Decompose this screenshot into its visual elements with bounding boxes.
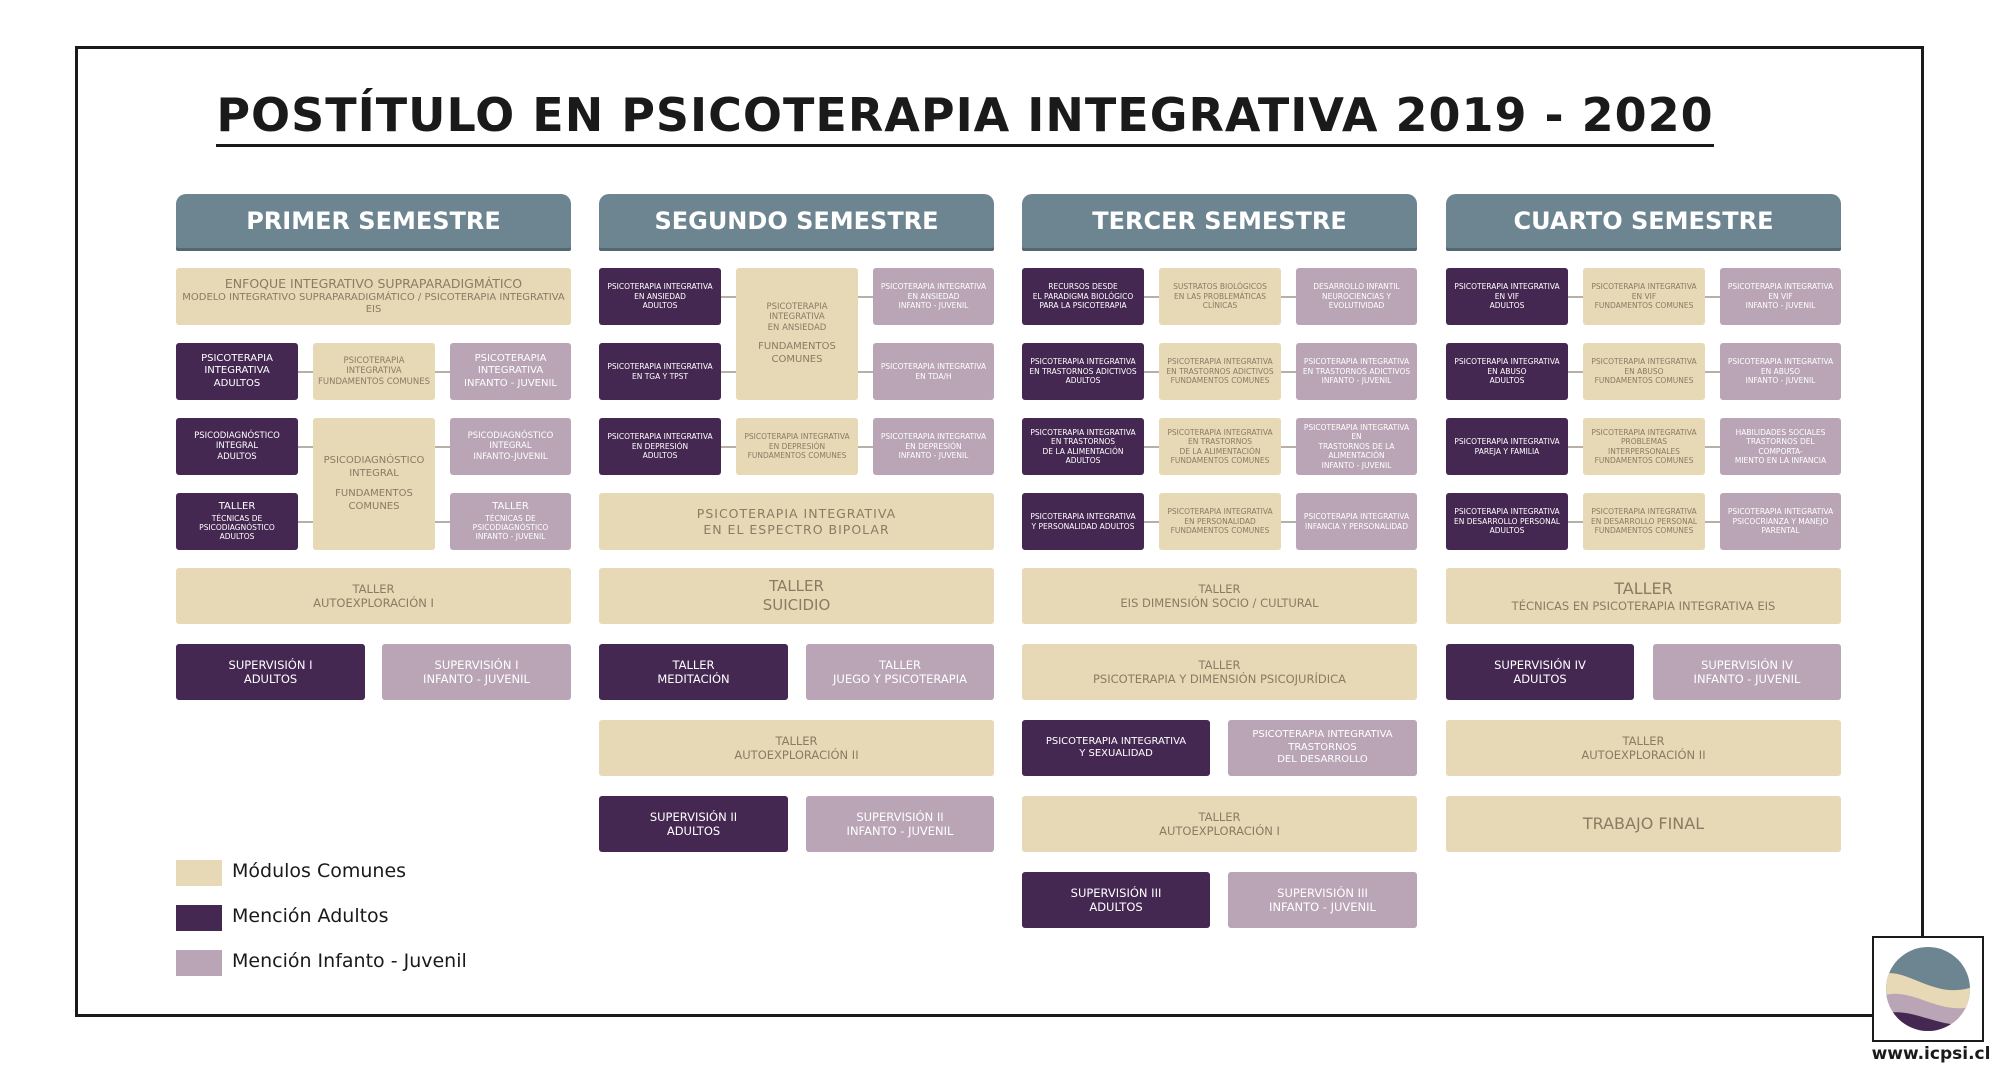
s4-vif-fundamentos: PSICOTERAPIA INTEGRATIVA EN VIF FUNDAMENTOS COMUNES [1583,268,1705,325]
s2-depresion-infanto: PSICOTERAPIA INTEGRATIVA EN DEPRESIÓN INFANTO - JUVENIL [873,418,994,475]
s4-desarrollo-personal-fundamentos: PSICOTERAPIA INTEGRATIVA EN DESARROLLO PERSONAL FUNDAMENTOS COMUNES [1583,493,1705,550]
s4-trabajo-final: TRABAJO FINAL [1446,796,1841,852]
s1-supervision-infanto: SUPERVISIÓN I INFANTO - JUVENIL [382,644,571,700]
s2-tga-tpst: PSICOTERAPIA INTEGRATIVA EN TGA Y TPST [599,343,721,400]
s1-psicodiagnostico-infanto: PSICODIAGNÓSTICO INTEGRAL INFANTO-JUVENIL [450,418,571,475]
s1-enfoque-integrativo: ENFOQUE INTEGRATIVO SUPRAPARADIGMÁTICO MODELO INTEGRATIVO SUPRAPARADIGMÁTICO / PSICOTERAPIA INTEGRATIVA EIS [176,268,571,325]
s3-adictivos-adultos: PSICOTERAPIA INTEGRATIVA EN TRASTORNOS ADICTIVOS ADULTOS [1022,343,1144,400]
s3-taller-psicojuridica: TALLER PSICOTERAPIA Y DIMENSIÓN PSICOJURÍDICA [1022,644,1417,700]
s4-taller-autoexploracion: TALLER AUTOEXPLORACIÓN II [1446,720,1841,776]
s3-alimentacion-adultos: PSICOTERAPIA INTEGRATIVA EN TRASTORNOS DE LA ALIMENTACIÓN ADULTOS [1022,418,1144,475]
s4-supervision-adultos: SUPERVISIÓN IV ADULTOS [1446,644,1634,700]
s1-psicoterapia-adultos: PSICOTERAPIA INTEGRATIVA ADULTOS [176,343,298,400]
s1-taller-autoexploracion: TALLER AUTOEXPLORACIÓN I [176,568,571,624]
s4-problemas-interpersonales: PSICOTERAPIA INTEGRATIVA PROBLEMAS INTERPERSONALES FUNDAMENTOS COMUNES [1583,418,1705,475]
s1-taller-tecnicas-infanto: TALLER TÉCNICAS DE PSICODIAGNÓSTICO INFANTO - JUVENIL [450,493,571,550]
s4-habilidades-sociales: HABILIDADES SOCIALES TRASTORNOS DEL COMPORTA- MIENTO EN LA INFANCIA [1720,418,1841,475]
legend-swatch-comunes [176,860,222,886]
s2-taller-juego: TALLER JUEGO Y PSICOTERAPIA [806,644,994,700]
header-tercer-semestre: TERCER SEMESTRE [1022,194,1417,248]
s1-taller-tecnicas-adultos: TALLER TÉCNICAS DE PSICODIAGNÓSTICO ADULTOS [176,493,298,550]
s4-abuso-adultos: PSICOTERAPIA INTEGRATIVA EN ABUSO ADULTOS [1446,343,1568,400]
s4-abuso-fundamentos: PSICOTERAPIA INTEGRATIVA EN ABUSO FUNDAMENTOS COMUNES [1583,343,1705,400]
s3-sustratos-biologicos: SUSTRATOS BIOLÓGICOS EN LAS PROBLEMÁTICAS CLÍNICAS [1159,268,1281,325]
s4-desarrollo-personal-adultos: PSICOTERAPIA INTEGRATIVA EN DESARROLLO PERSONAL ADULTOS [1446,493,1568,550]
s2-supervision-infanto: SUPERVISIÓN II INFANTO - JUVENIL [806,796,994,852]
header-segundo-semestre: SEGUNDO SEMESTRE [599,194,994,248]
s2-supervision-adultos: SUPERVISIÓN II ADULTOS [599,796,788,852]
s3-sexualidad: PSICOTERAPIA INTEGRATIVA Y SEXUALIDAD [1022,720,1210,776]
s3-alimentacion-fundamentos: PSICOTERAPIA INTEGRATIVA EN TRASTORNOS DE LA ALIMENTACIÓN FUNDAMENTOS COMUNES [1159,418,1281,475]
s3-recursos-biologico: RECURSOS DESDE EL PARADIGMA BIOLÓGICO PARA LA PSICOTERAPIA [1022,268,1144,325]
legend-label-infanto: Mención Infanto - Juvenil [232,950,467,972]
s2-depresion-adultos: PSICOTERAPIA INTEGRATIVA EN DEPRESIÓN ADULTOS [599,418,721,475]
s1-supervision-adultos: SUPERVISIÓN I ADULTOS [176,644,365,700]
s4-vif-infanto: PSICOTERAPIA INTEGRATIVA EN VIF INFANTO - JUVENIL [1720,268,1841,325]
s3-taller-eis-socio: TALLER EIS DIMENSIÓN SOCIO / CULTURAL [1022,568,1417,624]
s3-desarrollo-infantil: DESARROLLO INFANTIL NEUROCIENCIAS Y EVOLUTIVIDAD [1296,268,1417,325]
s2-ansiedad-adultos: PSICOTERAPIA INTEGRATIVA EN ANSIEDAD ADULTOS [599,268,721,325]
s4-abuso-infanto: PSICOTERAPIA INTEGRATIVA EN ABUSO INFANTO - JUVENIL [1720,343,1841,400]
s2-ansiedad-fundamentos: PSICOTERAPIA INTEGRATIVA EN ANSIEDAD FUNDAMENTOS COMUNES [736,268,858,400]
legend-swatch-adultos [176,905,222,931]
s2-tdah: PSICOTERAPIA INTEGRATIVA EN TDA/H [873,343,994,400]
legend-label-comunes: Módulos Comunes [232,860,407,882]
logo [1872,936,1984,1042]
s3-trastornos-desarrollo: PSICOTERAPIA INTEGRATIVA TRASTORNOS DEL DESARROLLO [1228,720,1417,776]
s4-supervision-infanto: SUPERVISIÓN IV INFANTO - JUVENIL [1653,644,1841,700]
s4-pareja-familia: PSICOTERAPIA INTEGRATIVA PAREJA Y FAMILIA [1446,418,1568,475]
s3-adictivos-fundamentos: PSICOTERAPIA INTEGRATIVA EN TRASTORNOS ADICTIVOS FUNDAMENTOS COMUNES [1159,343,1281,400]
s3-supervision-infanto: SUPERVISIÓN III INFANTO - JUVENIL [1228,872,1417,928]
s3-personalidad-infanto: PSICOTERAPIA INTEGRATIVA INFANCIA Y PERSONALIDAD [1296,493,1417,550]
page-title: POSTÍTULO EN PSICOTERAPIA INTEGRATIVA 2019 - 2020 [0,88,1930,142]
website-link[interactable]: www.icpsi.cl [1871,1044,1991,1064]
logo-emblem-icon [1874,938,1982,1040]
s2-taller-autoexploracion: TALLER AUTOEXPLORACIÓN II [599,720,994,776]
legend-swatch-infanto [176,950,222,976]
header-cuarto-semestre: CUARTO SEMESTRE [1446,194,1841,248]
s3-personalidad-adultos: PSICOTERAPIA INTEGRATIVA Y PERSONALIDAD ADULTOS [1022,493,1144,550]
s1-psicodiagnostico-adultos: PSICODIAGNÓSTICO INTEGRAL ADULTOS [176,418,298,475]
s2-taller-suicidio: TALLER SUICIDIO [599,568,994,624]
s4-taller-tecnicas-eis: TALLER TÉCNICAS EN PSICOTERAPIA INTEGRATIVA EIS [1446,568,1841,624]
s1-psicodiagnostico-fundamentos: PSICODIAGNÓSTICO INTEGRAL FUNDAMENTOS COMUNES [313,418,435,550]
s4-psicocrianza: PSICOTERAPIA INTEGRATIVA PSICOCRIANZA Y MANEJO PARENTAL [1720,493,1841,550]
s2-espectro-bipolar: PSICOTERAPIA INTEGRATIVA EN EL ESPECTRO BIPOLAR [599,493,994,550]
s3-supervision-adultos: SUPERVISIÓN III ADULTOS [1022,872,1210,928]
s3-alimentacion-infanto: PSICOTERAPIA INTEGRATIVA EN TRASTORNOS DE LA ALIMENTACIÓN INFANTO - JUVENIL [1296,418,1417,475]
legend-label-adultos: Mención Adultos [232,905,389,927]
s2-taller-meditacion: TALLER MEDITACIÓN [599,644,788,700]
s2-depresion-fundamentos: PSICOTERAPIA INTEGRATIVA EN DEPRESIÓN FUNDAMENTOS COMUNES [736,418,858,475]
s3-adictivos-infanto: PSICOTERAPIA INTEGRATIVA EN TRASTORNOS ADICTIVOS INFANTO - JUVENIL [1296,343,1417,400]
s2-ansiedad-infanto: PSICOTERAPIA INTEGRATIVA EN ANSIEDAD INFANTO - JUVENIL [873,268,994,325]
header-primer-semestre: PRIMER SEMESTRE [176,194,571,248]
s1-psicoterapia-fundamentos: PSICOTERAPIA INTEGRATIVA FUNDAMENTOS COMUNES [313,343,435,400]
s3-personalidad-fundamentos: PSICOTERAPIA INTEGRATIVA EN PERSONALIDAD FUNDAMENTOS COMUNES [1159,493,1281,550]
s3-taller-autoexploracion: TALLER AUTOEXPLORACIÓN I [1022,796,1417,852]
s4-vif-adultos: PSICOTERAPIA INTEGRATIVA EN VIF ADULTOS [1446,268,1568,325]
s1-psicoterapia-infanto: PSICOTERAPIA INTEGRATIVA INFANTO - JUVENIL [450,343,571,400]
